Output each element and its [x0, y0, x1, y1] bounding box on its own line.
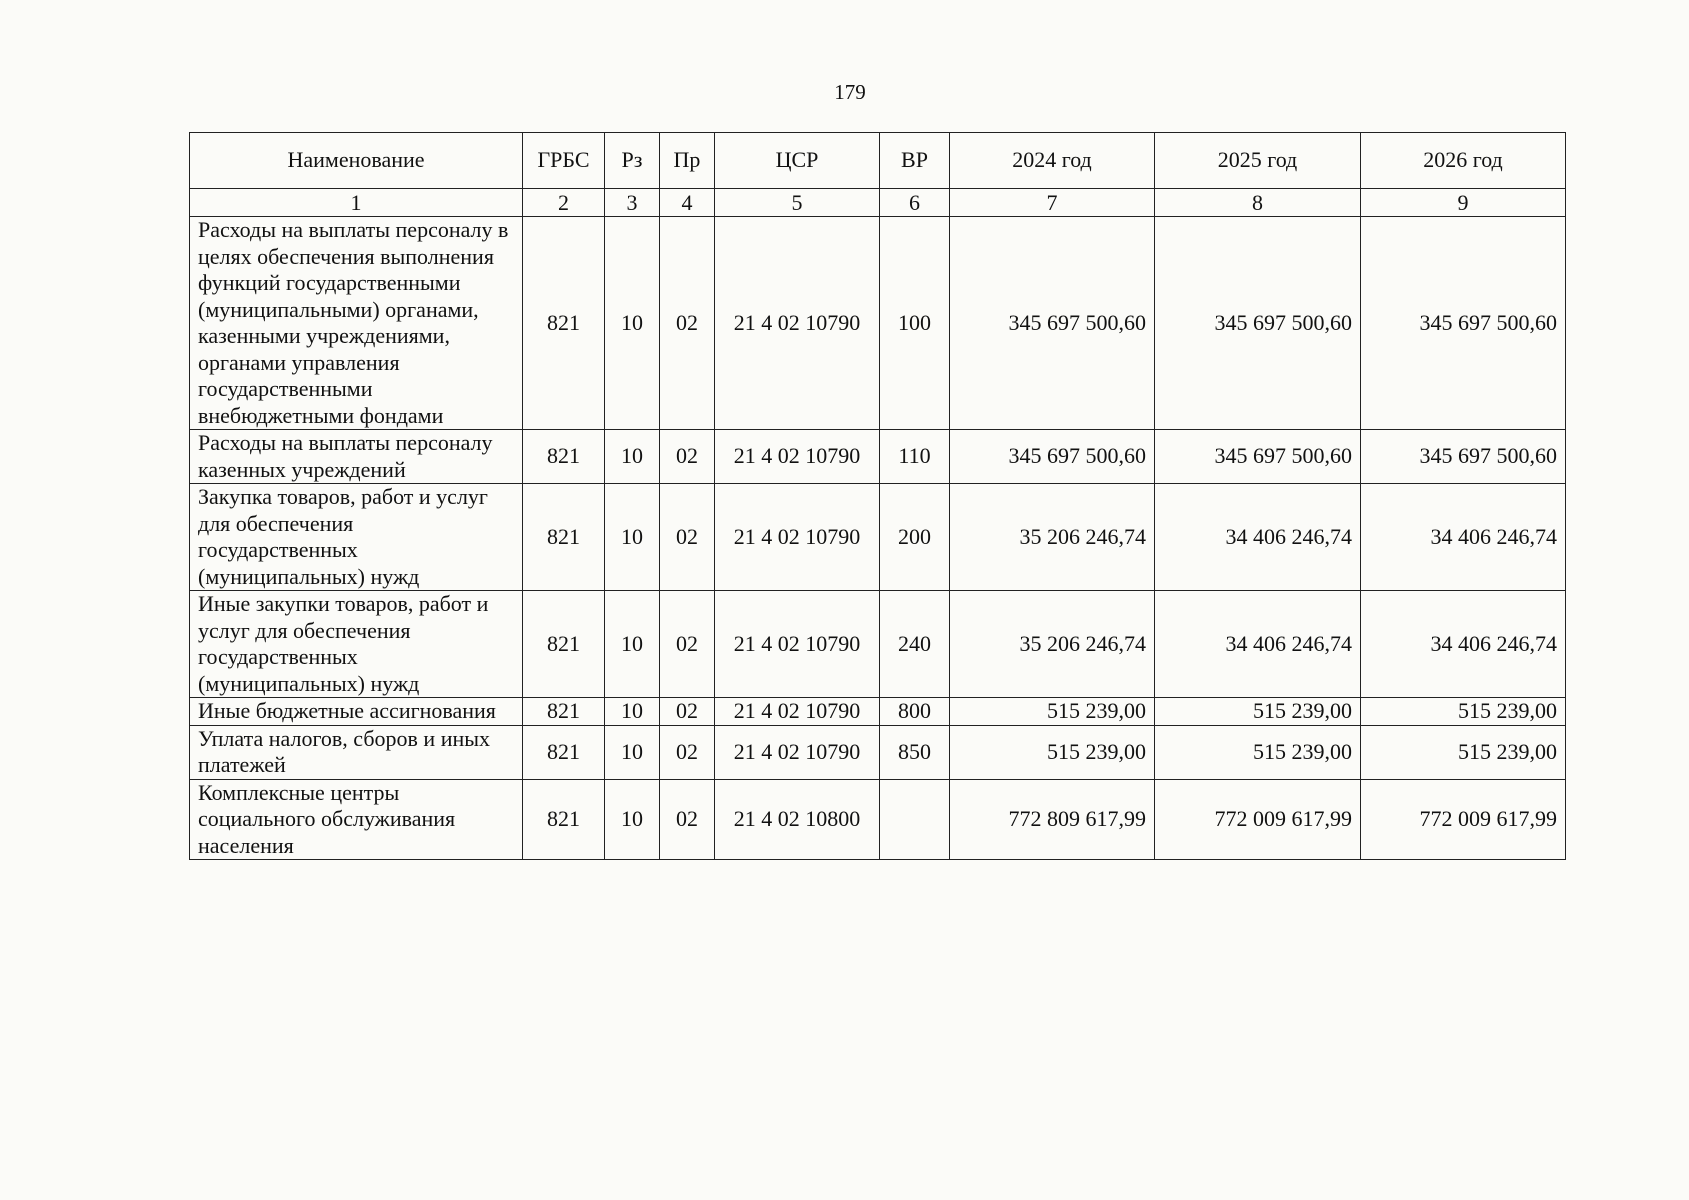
row-2026: 34 406 246,74: [1361, 591, 1566, 698]
column-number: 4: [660, 189, 715, 217]
row-grbs: 821: [523, 725, 605, 779]
row-grbs: 821: [523, 217, 605, 430]
row-2024: 515 239,00: [950, 698, 1155, 726]
row-vr: 240: [880, 591, 950, 698]
row-2025: 772 009 617,99: [1155, 779, 1361, 860]
row-pr: 02: [660, 725, 715, 779]
column-number: 7: [950, 189, 1155, 217]
row-pr: 02: [660, 779, 715, 860]
table-row: [190, 779, 1566, 860]
row-grbs: 821: [523, 779, 605, 860]
column-number-row: [190, 189, 1566, 217]
row-2024: 515 239,00: [950, 725, 1155, 779]
column-number: 9: [1361, 189, 1566, 217]
row-grbs: 821: [523, 698, 605, 726]
table-row: [190, 484, 1566, 591]
row-rz: 10: [605, 591, 660, 698]
row-rz: 10: [605, 484, 660, 591]
column-number: 1: [190, 189, 523, 217]
column-number: 6: [880, 189, 950, 217]
column-number: 3: [605, 189, 660, 217]
column-number: 5: [715, 189, 880, 217]
header-rz: Рз: [605, 133, 660, 189]
row-vr: 800: [880, 698, 950, 726]
budget-table: [189, 132, 1566, 860]
row-2025: 515 239,00: [1155, 725, 1361, 779]
row-2025: 345 697 500,60: [1155, 430, 1361, 484]
table-row: [190, 430, 1566, 484]
row-rz: 10: [605, 698, 660, 726]
table-row: [190, 217, 1566, 430]
row-2025: 34 406 246,74: [1155, 591, 1361, 698]
table-row: [190, 591, 1566, 698]
row-rz: 10: [605, 779, 660, 860]
row-2026: 515 239,00: [1361, 725, 1566, 779]
row-grbs: 821: [523, 484, 605, 591]
row-vr: 110: [880, 430, 950, 484]
row-2024: 345 697 500,60: [950, 430, 1155, 484]
row-2024: 35 206 246,74: [950, 484, 1155, 591]
row-vr: 100: [880, 217, 950, 430]
row-csr: 21 4 02 10790: [715, 430, 880, 484]
row-vr: 200: [880, 484, 950, 591]
row-name: Закупка товаров, работ и услуг для обеспечения государственных (муниципальных) нужд: [190, 484, 523, 591]
row-csr: 21 4 02 10790: [715, 725, 880, 779]
column-number: 8: [1155, 189, 1361, 217]
row-csr: 21 4 02 10790: [715, 591, 880, 698]
row-name: Расходы на выплаты персоналу казенных учреждений: [190, 430, 523, 484]
row-2024: 345 697 500,60: [950, 217, 1155, 430]
row-name: Иные закупки товаров, работ и услуг для обеспечения государственных (муниципальных) нужд: [190, 591, 523, 698]
header-2024: 2024 год: [950, 133, 1155, 189]
row-2026: 345 697 500,60: [1361, 430, 1566, 484]
row-name: Уплата налогов, сборов и иных платежей: [190, 725, 523, 779]
row-grbs: 821: [523, 430, 605, 484]
row-csr: 21 4 02 10790: [715, 698, 880, 726]
row-2026: 345 697 500,60: [1361, 217, 1566, 430]
page-number: 179: [834, 80, 866, 104]
header-name: Наименование: [190, 133, 523, 189]
column-number: 2: [523, 189, 605, 217]
header-pr: Пр: [660, 133, 715, 189]
row-rz: 10: [605, 430, 660, 484]
row-rz: 10: [605, 217, 660, 430]
row-csr: 21 4 02 10790: [715, 484, 880, 591]
row-2024: 35 206 246,74: [950, 591, 1155, 698]
row-2025: 345 697 500,60: [1155, 217, 1361, 430]
row-pr: 02: [660, 591, 715, 698]
row-pr: 02: [660, 484, 715, 591]
header-vr: ВР: [880, 133, 950, 189]
row-2026: 515 239,00: [1361, 698, 1566, 726]
row-2025: 515 239,00: [1155, 698, 1361, 726]
row-2024: 772 809 617,99: [950, 779, 1155, 860]
row-csr: 21 4 02 10800: [715, 779, 880, 860]
header-grbs: ГРБС: [523, 133, 605, 189]
header-csr: ЦСР: [715, 133, 880, 189]
row-name: Комплексные центры социального обслуживания населения: [190, 779, 523, 860]
row-pr: 02: [660, 217, 715, 430]
table-row: [190, 698, 1566, 726]
row-name: Расходы на выплаты персоналу в целях обеспечения выполнения функций государственными (муниципальными) органами, казенными учреждениями, органами управления государственными внебюджетными фондами: [190, 217, 523, 430]
row-2026: 34 406 246,74: [1361, 484, 1566, 591]
row-csr: 21 4 02 10790: [715, 217, 880, 430]
header-2025: 2025 год: [1155, 133, 1361, 189]
row-2026: 772 009 617,99: [1361, 779, 1566, 860]
table-row: [190, 725, 1566, 779]
row-grbs: 821: [523, 591, 605, 698]
row-rz: 10: [605, 725, 660, 779]
row-vr: 850: [880, 725, 950, 779]
header-2026: 2026 год: [1361, 133, 1566, 189]
row-vr: [880, 779, 950, 860]
row-2025: 34 406 246,74: [1155, 484, 1361, 591]
header-row: [190, 133, 1566, 189]
row-pr: 02: [660, 698, 715, 726]
row-name: Иные бюджетные ассигнования: [190, 698, 523, 726]
row-pr: 02: [660, 430, 715, 484]
